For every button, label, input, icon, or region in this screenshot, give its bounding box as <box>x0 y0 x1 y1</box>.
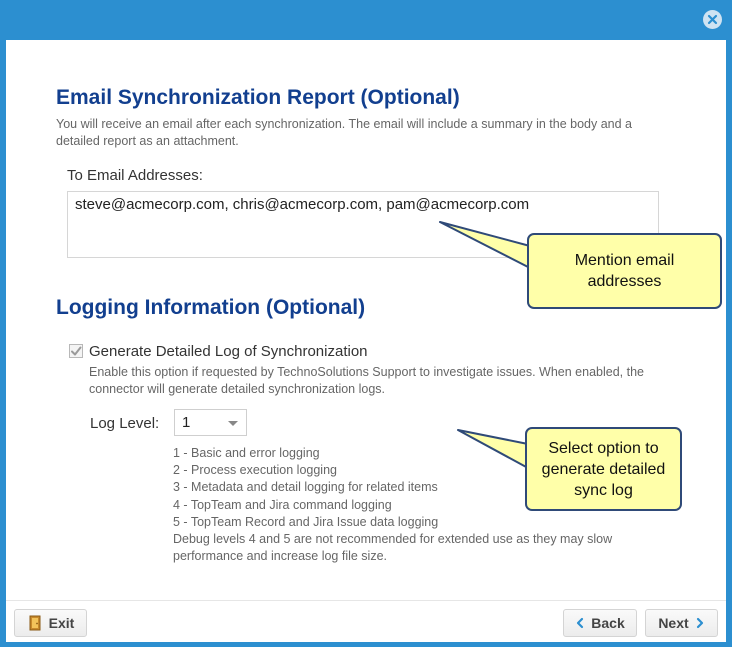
exit-button[interactable] <box>14 609 87 637</box>
to-email-label: To Email Addresses: <box>67 167 203 184</box>
log-callout-pointer <box>458 430 528 468</box>
door-exit-icon <box>27 615 43 631</box>
log-level-value: 1 <box>182 414 191 431</box>
next-label: Next <box>658 615 689 631</box>
chevron-right-icon <box>695 617 705 629</box>
dialog-titlebar <box>0 0 732 40</box>
email-section-title: Email Synchronization Report (Optional) <box>56 86 460 109</box>
dialog-body <box>6 40 726 641</box>
next-button[interactable] <box>645 609 718 637</box>
detailed-log-label[interactable]: Generate Detailed Log of Synchronization <box>89 343 368 360</box>
email-callout <box>527 233 722 309</box>
dialog-content <box>6 40 726 600</box>
log-callout-line: sync log <box>574 481 633 499</box>
log-callout <box>525 427 682 511</box>
to-email-input[interactable]: steve@acmecorp.com, chris@acmecorp.com, pam@acmecorp.com <box>67 191 659 258</box>
log-level-item: 5 - TopTeam Record and Jira Issue data logging <box>173 514 439 529</box>
back-label: Back <box>591 615 625 631</box>
back-button[interactable] <box>563 609 637 637</box>
email-callout-line: Mention email <box>574 252 675 269</box>
log-level-item: 1 - Basic and error logging <box>173 446 320 460</box>
exit-label: Exit <box>48 615 75 631</box>
log-level-note: Debug levels 4 and 5 are not recommended for extended use as they may slow <box>173 532 613 547</box>
close-icon <box>707 14 718 25</box>
dialog-footer <box>6 600 726 642</box>
log-level-item: 4 - TopTeam and Jira command logging <box>173 497 392 512</box>
callout-pointers <box>6 40 726 600</box>
close-button[interactable] <box>703 10 722 29</box>
log-level-note: performance and increase log file size. <box>173 549 388 564</box>
logging-description: Enable this option if requested by TechnoSolutions Support to investigate issues. When enabled, the connector will generate detailed synchronization logs. <box>89 365 644 396</box>
log-level-item: 2 - Process execution logging <box>173 463 337 478</box>
log-callout-line: generate detailed <box>541 460 666 478</box>
log-level-item: 3 - Metadata and detail logging for related items <box>173 480 438 495</box>
log-callout-line: Select option to <box>548 439 659 457</box>
logging-section-title: Logging Information (Optional) <box>56 296 366 319</box>
email-section-description: You will receive an email after each synchronization. The email will include a summary in the body and a detailed report as an attachment. <box>56 117 632 148</box>
chevron-left-icon <box>575 617 585 629</box>
email-callout-line: addresses <box>587 273 662 290</box>
email-callout-pointer <box>440 222 530 268</box>
log-level-label: Log Level: <box>90 415 160 432</box>
